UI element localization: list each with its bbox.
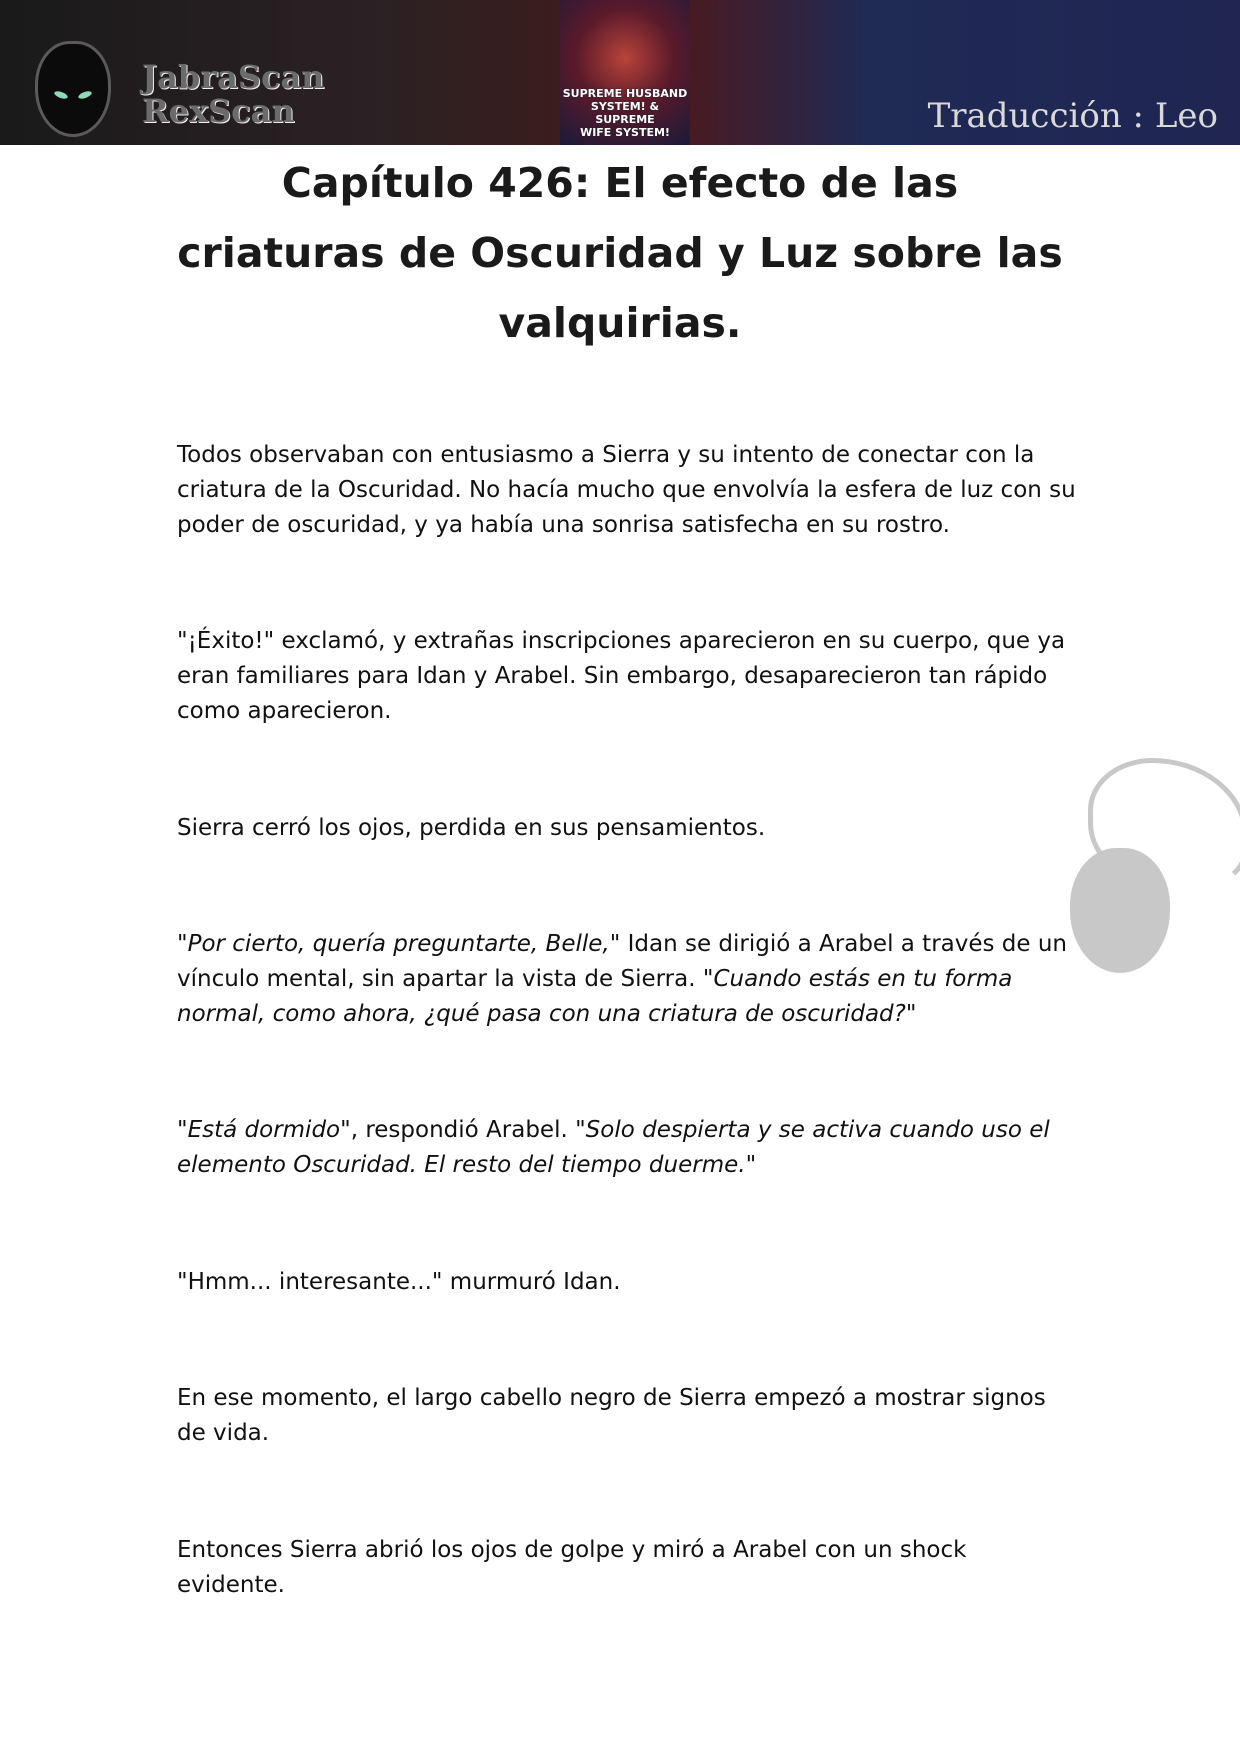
cover-line-2: SYSTEM! & SUPREME: [590, 100, 660, 126]
chapter-title-line-2: criaturas de Oscuridad y Luz sobre las: [177, 229, 1063, 277]
watermark-mask-icon: [1070, 848, 1170, 973]
paragraph-5-narration: , respondió Arabel.: [350, 1117, 576, 1143]
scan-logo-text: [142, 60, 324, 128]
cover-title: [560, 87, 690, 139]
logo-eye-right: [77, 90, 92, 100]
chapter-title: [120, 148, 1120, 358]
paragraph-7: En ese momento, el largo cabello negro de Sierra empezó a mostrar signos de vida.: [177, 1385, 1046, 1446]
paragraph-4-narration: Idan se dirigió a Arabel a través de un vínculo mental, sin apartar la vista de Sierra.: [177, 931, 1068, 992]
paragraph-5-quote-1: "Está dormido": [177, 1117, 351, 1143]
paragraph-4-quote-1: "Por cierto, quería preguntarte, Belle,": [177, 931, 621, 957]
paragraph-6: "Hmm... interesante..." murmuró Idan.: [177, 1269, 621, 1295]
chapter-title-line-1: Capítulo 426: El efecto de las: [281, 159, 959, 207]
paragraph-4-quote-2: "Cuando estás en tu forma normal, como ahora, ¿qué pasa con una criatura de oscuridad?": [177, 966, 1013, 1027]
watermark-logo-icon: [1060, 758, 1240, 988]
logo-mask-icon: [38, 44, 108, 134]
paragraph-4: [177, 927, 1077, 1032]
logo-eye-left: [53, 90, 68, 100]
cover-line-1: SUPREME HUSBAND: [562, 87, 688, 100]
translator-credit: Traducción : Leo: [927, 96, 1218, 136]
paragraph-5: [177, 1113, 1077, 1183]
paragraph-5-quote-2: "Solo despierta y se activa cuando uso el elemento Oscuridad. El resto del tiempo duerme.": [177, 1117, 1050, 1178]
logo-line-1: JabraScan: [142, 58, 325, 96]
paragraph-3: Sierra cerró los ojos, perdida en sus pensamientos.: [177, 815, 766, 841]
paragraph-8: Entonces Sierra abrió los ojos de golpe y miró a Arabel con un shock evidente.: [177, 1537, 967, 1598]
chapter-title-line-3: valquirias.: [498, 299, 742, 347]
paragraph-2: "¡Éxito!" exclamó, y extrañas inscripciones aparecieron en su cuerpo, que ya eran familiares para Idan y Arabel. Sin embargo, desaparecieron tan rápido como aparecieron.: [177, 628, 1066, 724]
header-banner: [0, 0, 1240, 145]
cover-line-3: WIFE SYSTEM!: [580, 126, 670, 139]
logo-line-2: RexScan: [142, 92, 295, 130]
novel-cover-image: [560, 0, 690, 145]
paragraph-1: Todos observaban con entusiasmo a Sierra y su intento de conectar con la criatura de la Oscuridad. No hacía mucho que envolvía la esfera de luz con su poder de oscuridad, y ya había una sonrisa satisfecha en su rostro.: [177, 442, 1076, 538]
